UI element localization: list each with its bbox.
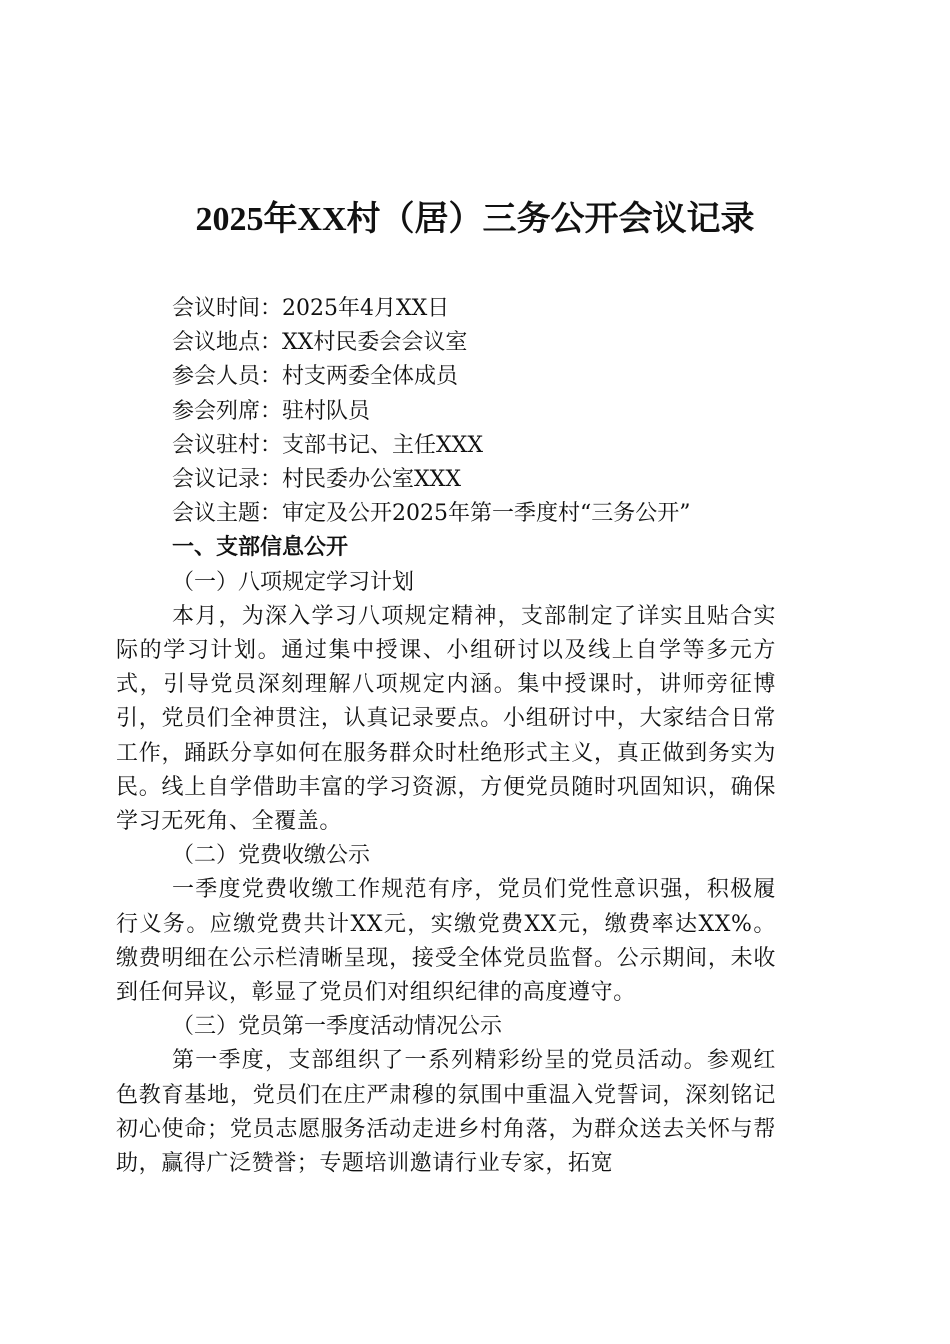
section-heading: 一、支部信息公开 — [172, 535, 349, 561]
subsection-heading: （二）党费收缴公示 — [172, 843, 371, 869]
meeting-time: 会议时间：2025年4月XX日 — [172, 296, 450, 321]
subsection-heading: （一）八项规定学习计划 — [172, 569, 415, 595]
meeting-topic: 会议主题：审定及公开2025年第一季度村“三务公开” — [172, 501, 691, 527]
meeting-attendees: 参会人员：村支两委全体成员 — [172, 364, 459, 390]
document-title: 2025年XX村（居）三务公开会议记录 — [195, 201, 755, 238]
meeting-observers: 参会列席：驻村队员 — [172, 398, 371, 424]
subsection-paragraph: 一季度党费收缴工作规范有序，党员们党性意识强，积极履行义务。应缴党费共计XX元，实缴党费XX元，缴费率达XX%。缴费明细在公示栏清晰呈现，接受全体党员监督。公示期间，未收到任何异议，彰显了党员们对组织纪律的高度遵守。 — [116, 877, 776, 1006]
meeting-host: 会议驻村：支部书记、主任XXX — [172, 432, 483, 458]
document-body — [116, 292, 832, 1181]
meeting-location: 会议地点：XX村民委会会议室 — [172, 330, 468, 356]
meeting-recorder: 会议记录：村民委办公室XXX — [172, 467, 461, 493]
subsection-paragraph: 本月，为深入学习八项规定精神，支部制定了详实且贴合实际的学习计划。通过集中授课、小组研讨以及线上自学等多元方式，引导党员深刻理解八项规定内涵。集中授课时，讲师旁征博引，党员们全神贯注，认真记录要点。小组研讨中，大家结合日常工作，踊跃分享如何在服务群众时杜绝形式主义，真正做到务实为民。线上自学借助丰富的学习资源，方便党员随时巩固知识，确保学习无死角、全覆盖。 — [116, 603, 776, 835]
subsection-paragraph: 第一季度，支部组织了一系列精彩纷呈的党员活动。参观红色教育基地，党员们在庄严肃穆的氛围中重温入党誓词，深刻铭记初心使命；党员志愿服务活动走进乡村角落，为群众送去关怀与帮助，赢得广泛赞誉；专题培训邀请行业专家，拓宽 — [116, 1048, 776, 1177]
subsection-heading: （三）党员第一季度活动情况公示 — [172, 1014, 503, 1040]
